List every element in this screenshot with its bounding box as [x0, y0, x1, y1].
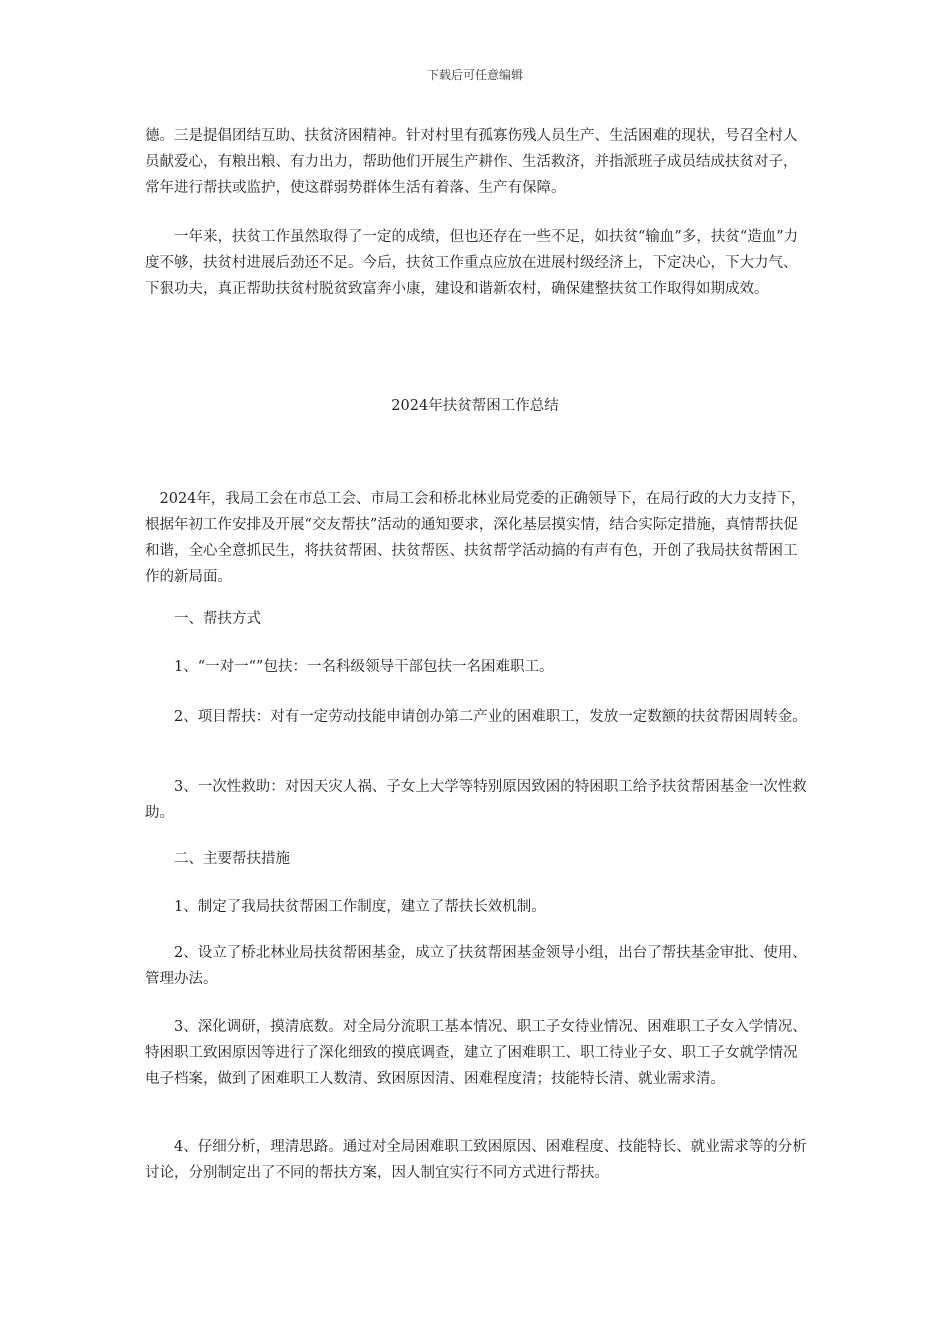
document-title: 2024年扶贫帮困工作总结: [391, 398, 559, 414]
list-item: 3、一次性救助：对因天灾人祸、子女上大学等特别原因致困的特困职工给予扶贫帮困基金一次性救助。: [145, 779, 807, 821]
list-item: 4、仔细分析，理清思路。通过对全局困难职工致困原因、困难程度、技能特长、就业需求等的分析讨论，分别制定出了不同的帮扶方案，因人制宜实行不同方式进行帮扶。: [145, 1139, 807, 1181]
list-item: 2、项目帮扶：对有一定劳动技能申请创办第二产业的困难职工，发放一定数额的扶贫帮困周转金。: [174, 709, 807, 725]
list-item: 2、设立了桥北林业局扶贫帮困基金，成立了扶贫帮困基金领导小组，出台了帮扶基金审批、使用、管理办法。: [145, 945, 807, 987]
list-item: 1、“一对一“”包扶：一名科级领导干部包扶一名困难职工。: [174, 659, 554, 675]
section-heading-measures: 二、主要帮扶措施: [174, 851, 290, 867]
paragraph-summary: 一年来，扶贫工作虽然取得了一定的成绩，但也还存在一些不足，如扶贫“输血”多，扶贫“造血”力度不够，扶贫村进展后劲还不足。今后，扶贫工作重点应放在进展村级经济上，下定决心，下大力气、下狠功夫，真正帮助扶贫村脱贫致富奔小康，建设和谐新农村，确保建整扶贫工作取得如期成效。: [145, 229, 799, 297]
paragraph-continuation: 德。三是提倡团结互助、扶贫济困精神。针对村里有孤寡伤残人员生产、生活困难的现状，号召全村人员献爱心，有粮出粮、有力出力，帮助他们开展生产耕作、生活救济，并指派班子成员结成扶贫对子，常年进行帮扶或监护，使这群弱势群体生活有着落、生产有保障。: [145, 128, 798, 196]
list-item: 1、制定了我局扶贫帮困工作制度，建立了帮扶长效机制。: [174, 899, 546, 915]
section-heading-methods: 一、帮扶方式: [174, 611, 261, 627]
paragraph-intro: 2024年，我局工会在市总工会、市局工会和桥北林业局党委的正确领导下，在局行政的大力支持下，根据年初工作安排及开展“交友帮扶”活动的通知要求，深化基层摸实情，结合实际定措施，真情帮扶促和谐，全心全意抓民生，将扶贫帮困、扶贫帮医、扶贫帮学活动搞的有声有色，开创了我局扶贫帮困工作的新局面。: [145, 491, 806, 585]
list-item: 3、深化调研，摸清底数。对全局分流职工基本情况、职工子女待业情况、困难职工子女入学情况、特困职工致困原因等进行了深化细致的摸底调查，建立了困难职工、职工待业子女、职工子女就学情况电子档案，做到了困难职工人数清、致困原因清、困难程度清；技能特长清、就业需求清。: [145, 1019, 807, 1087]
page-header: 下载后可任意编辑: [426, 68, 523, 82]
